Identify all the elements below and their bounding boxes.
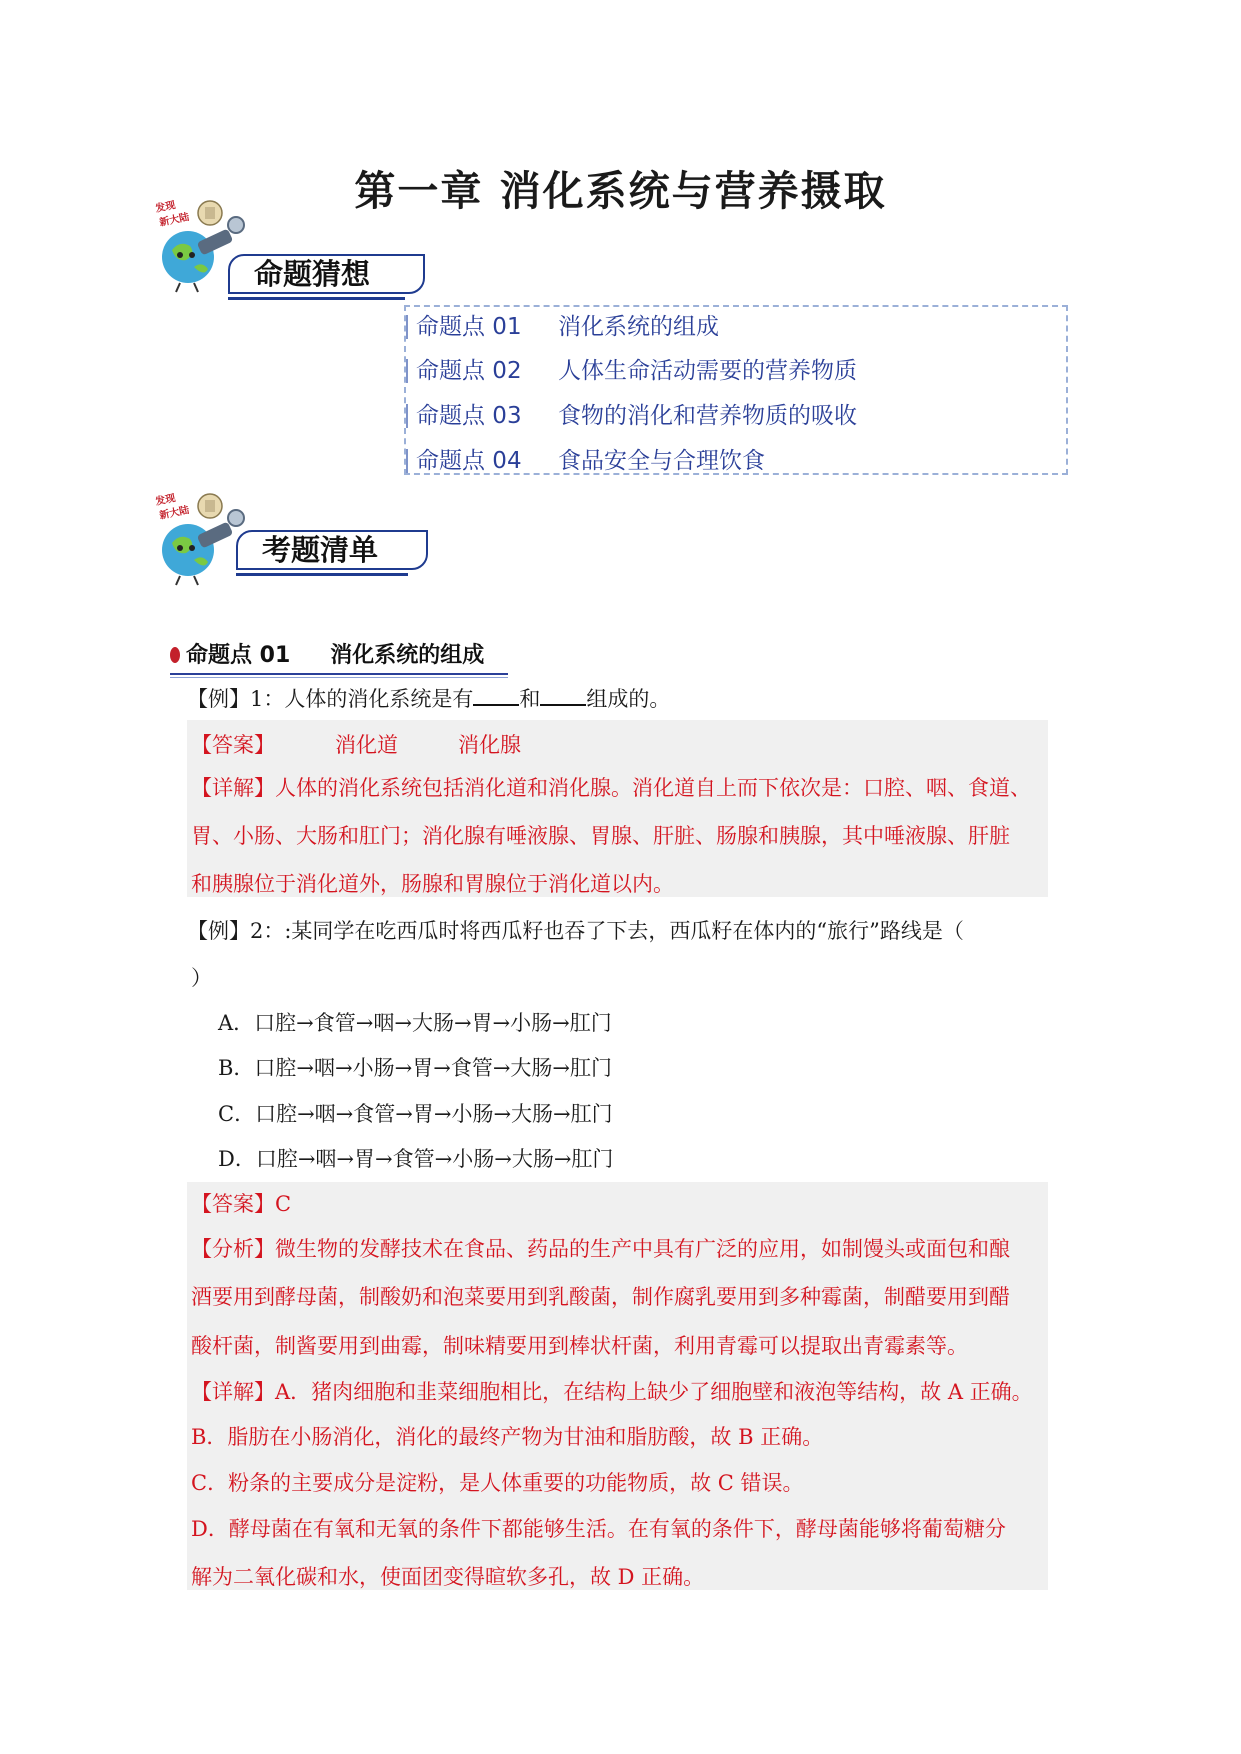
section-title-guess [228, 254, 425, 294]
topic-bar [406, 449, 408, 473]
option-a: A．口腔→食管→咽→大肠→胃→小肠→肛门 [218, 1011, 612, 1035]
analysis-line: 【分析】微生物的发酵技术在食品、药品的生产中具有广泛的应用，如制馒头或面包和酿 [191, 1237, 1010, 1261]
svg-text:发现: 发现 [154, 199, 177, 215]
question-text: 组成的。 [586, 687, 671, 711]
detail-line: C．粉条的主要成分是淀粉，是人体重要的功能物质，故 C 错误。 [191, 1471, 804, 1495]
section-underline [228, 297, 405, 300]
answer-value: 消化道 [335, 733, 398, 757]
question-2-stem-end: ） [191, 966, 212, 990]
topic-name: 消化系统的组成 [558, 314, 719, 340]
detail-line: 和胰腺位于消化道外，肠腺和胃腺位于消化道以内。 [191, 872, 674, 896]
topic-number: 命题点 01 [416, 314, 522, 340]
answer-label: 【答案】 [191, 733, 275, 757]
point-name: 消化系统的组成 [330, 643, 485, 668]
question-1-stem [187, 683, 670, 713]
section-title-list-label: 考题清单 [262, 533, 379, 567]
detail-line: 【详解】A．猪肉细胞和韭菜细胞相比，在结构上缺少了细胞壁和液泡等结构，故 A 正确。 [191, 1380, 1033, 1404]
svg-text:新大陆: 新大陆 [158, 504, 191, 522]
analysis-line: 酸杆菌，制酱要用到曲霉，制味精要用到棒状杆菌，利用青霉可以提取出青霉素等。 [191, 1334, 968, 1358]
answer-value: 消化腺 [458, 733, 521, 757]
point-underline [170, 673, 508, 675]
svg-text:发现: 发现 [154, 492, 177, 508]
topic-bar [406, 315, 408, 339]
topic-number: 命题点 02 [416, 358, 522, 384]
topic-number: 命题点 04 [416, 448, 522, 474]
section-title-guess-label: 命题猜想 [254, 257, 371, 291]
answer-2: 【答案】C [191, 1192, 292, 1216]
detail-line: B．脂肪在小肠消化，消化的最终产物为甘油和脂肪酸，故 B 正确。 [191, 1425, 824, 1449]
question-text: 【例】1：人体的消化系统是有 [187, 687, 474, 711]
topic-item-02 [416, 353, 857, 389]
topic-name: 食品安全与合理饮食 [558, 448, 765, 474]
section-title-list [236, 530, 428, 570]
svg-text:新大陆: 新大陆 [158, 211, 191, 229]
topic-name: 食物的消化和营养物质的吸收 [558, 403, 857, 429]
detail-line: D．酵母菌在有氧和无氧的条件下都能够生活。在有氧的条件下，酵母菌能够将葡萄糖分 [191, 1517, 1006, 1541]
analysis-line: 酒要用到酵母菌，制酸奶和泡菜要用到乳酸菌，制作腐乳要用到多种霉菌，制醋要用到醋 [191, 1285, 1010, 1309]
point-heading [170, 638, 484, 669]
fill-blank [473, 686, 519, 706]
detail-line: 胃、小肠、大肠和肛门；消化腺有唾液腺、胃腺、肝脏、肠腺和胰腺，其中唾液腺、肝脏 [191, 824, 1010, 848]
answer-1 [191, 729, 521, 759]
section-underline [236, 573, 408, 576]
detail-line: 解为二氧化碳和水，使面团变得暄软多孔，故 D 正确。 [191, 1565, 705, 1589]
topic-item-04 [416, 443, 765, 479]
topic-item-01 [416, 309, 719, 345]
question-2-stem: 【例】2：:某同学在吃西瓜时将西瓜籽也吞了下去，西瓜籽在体内的“旅行”路线是（ [187, 919, 964, 943]
topic-list-box [404, 305, 1068, 475]
detail-line: 【详解】人体的消化系统包括消化道和消化腺。消化道自上而下依次是：口腔、咽、食道、 [191, 776, 1031, 800]
bullet-dot-icon [170, 647, 180, 663]
mascot-telescope-icon [150, 488, 250, 588]
point-underline [170, 677, 508, 678]
question-text: 和 [519, 687, 541, 711]
topic-bar [406, 404, 408, 428]
topic-number: 命题点 03 [416, 403, 522, 429]
topic-bar [406, 359, 408, 383]
topic-item-03 [416, 398, 857, 434]
topic-name: 人体生命活动需要的营养物质 [558, 358, 857, 384]
option-b: B．口腔→咽→小肠→胃→食管→大肠→肛门 [218, 1056, 613, 1080]
page-title: 第一章 消化系统与营养摄取 [354, 167, 887, 215]
fill-blank [540, 686, 586, 706]
option-d: D．口腔→咽→胃→食管→小肠→大肠→肛门 [218, 1147, 614, 1171]
point-number: 命题点 01 [186, 643, 291, 668]
option-c: C．口腔→咽→食管→胃→小肠→大肠→肛门 [218, 1102, 613, 1126]
